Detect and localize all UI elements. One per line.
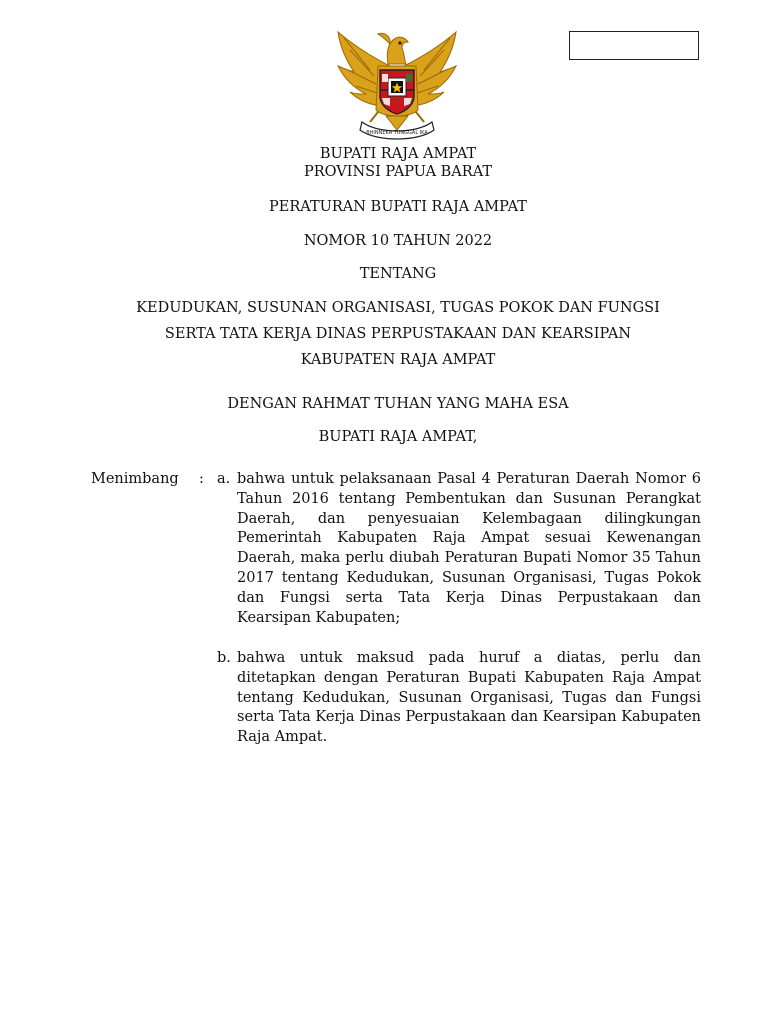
about-heading: TENTANG [359, 266, 437, 282]
title-line-3: KABUPATEN RAJA AMPAT [300, 352, 496, 368]
emblem-motto: BHINNEKA TUNGGAL IKA [366, 130, 428, 136]
garuda-emblem-icon [330, 26, 464, 144]
regulation-heading: PERATURAN BUPATI RAJA AMPAT [269, 199, 527, 215]
title-line-2: SERTA TATA KERJA DINAS PERPUSTAKAAN DAN KEARSIPAN [164, 326, 632, 342]
item-a-letter: a. [217, 471, 231, 487]
item-b-text: bahwa untuk maksud pada huruf a diatas, perlu dan ditetapkan dengan Peraturan Bupati Kabupaten Raja Ampat tentang Kedudukan, Susunan Organisasi, Tugas dan Fungsi serta Tata Kerja Dinas Perpustakaan dan Kearsipan Kabupaten Raja Ampat. [237, 650, 701, 746]
regent-title-line: BUPATI RAJA AMPAT [319, 146, 477, 162]
title-line-1: KEDUDUKAN, SUSUNAN ORGANISASI, TUGAS POKOK DAN FUNGSI [136, 300, 660, 316]
item-b-letter: b. [217, 650, 231, 666]
considering-colon: : [199, 471, 204, 487]
blessing-line: DENGAN RAHMAT TUHAN YANG MAHA ESA [227, 396, 569, 412]
item-a-text: bahwa untuk pelaksanaan Pasal 4 Peraturan Daerah Nomor 6 Tahun 2016 tentang Pembentukan dan Susunan Perangkat Daerah, dan penyesuaian Kelembagaan dilingkungan Pemerintah Kabupaten Raja Ampat sesuai Kewenangan Daerah, maka perlu diubah Peraturan Bupati Nomor 35 Tahun 2017 tentang Kedudukan, Susunan Organisasi, Tugas Pokok dan Fungsi serta Tata Kerja Dinas Perpustakaan dan Kearsipan Kabupaten; [237, 471, 701, 626]
regent-line: BUPATI RAJA AMPAT, [318, 429, 478, 445]
document-number-box [569, 31, 699, 60]
regulation-number: NOMOR 10 TAHUN 2022 [303, 233, 493, 249]
considering-label: Menimbang [91, 471, 179, 487]
province-line: PROVINSI PAPUA BARAT [303, 164, 493, 180]
